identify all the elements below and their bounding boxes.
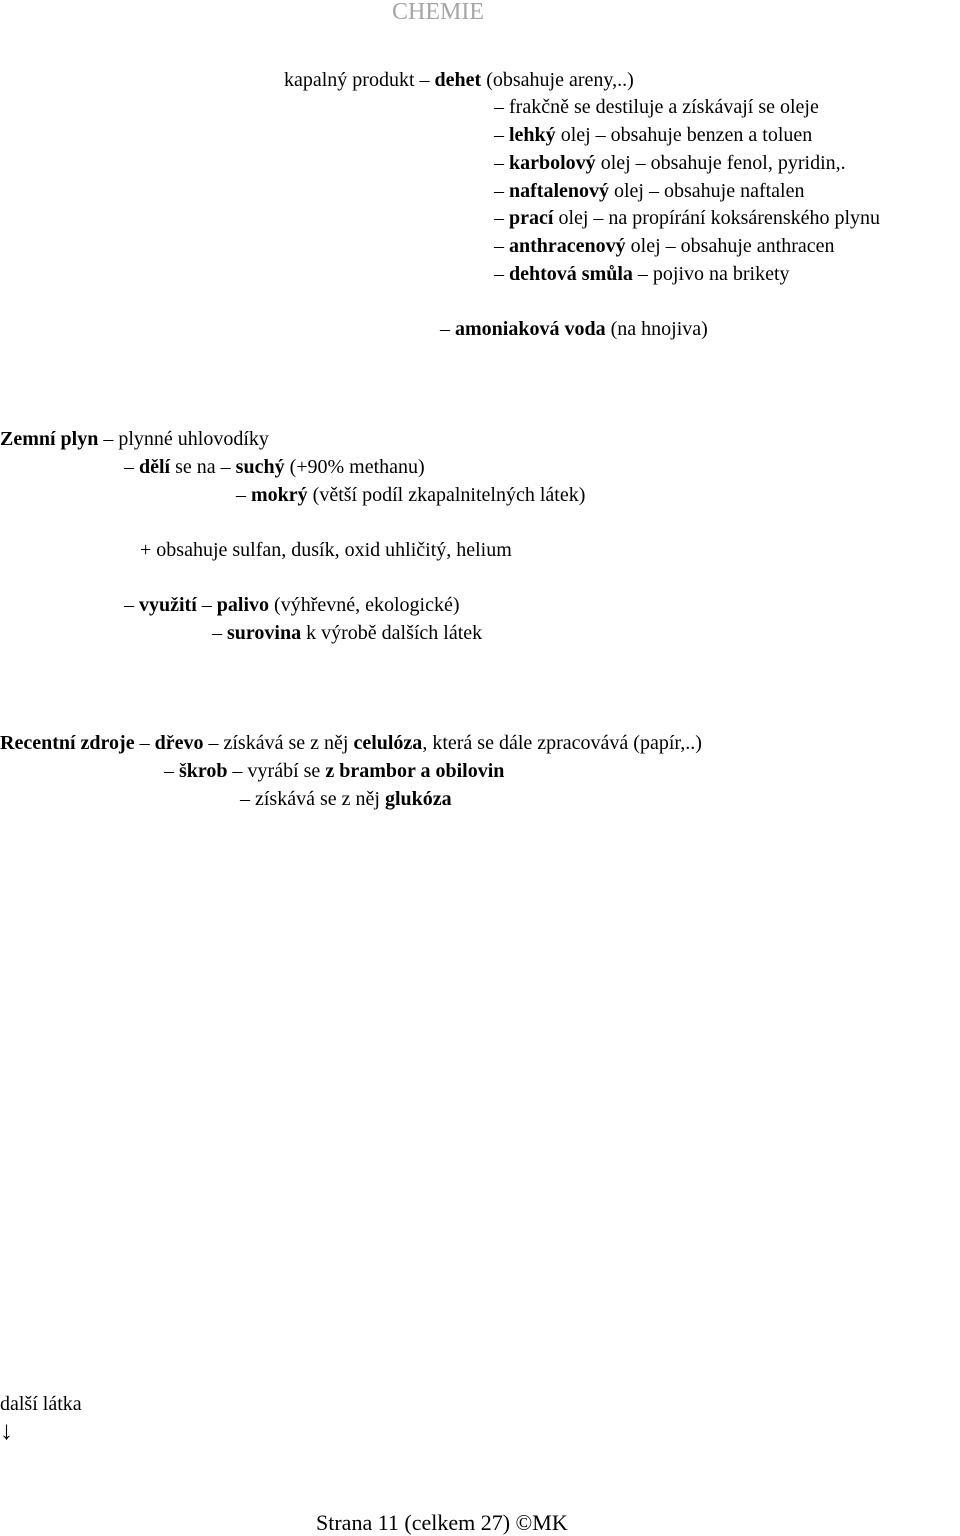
dehet-item-text: olej – obsahuje fenol, pyridin,. bbox=[600, 152, 846, 174]
dash: – bbox=[494, 235, 504, 257]
dehet-item bbox=[494, 125, 812, 145]
plyn-suchy-text: (+90% methanu) bbox=[289, 456, 425, 478]
dash: – bbox=[232, 760, 243, 782]
plyn-title-line bbox=[0, 429, 269, 449]
amoniak-text: (na hnojiva) bbox=[610, 318, 708, 340]
dash: – bbox=[419, 69, 430, 91]
dehet-item bbox=[494, 264, 790, 284]
dehet-item-bold: anthracenový bbox=[509, 235, 626, 257]
dash: – bbox=[208, 732, 219, 754]
recent-skrob-bold: z brambor a obilovin bbox=[325, 760, 505, 782]
plyn-suchy: suchý bbox=[235, 456, 285, 478]
plyn-surovina: surovina bbox=[227, 622, 302, 644]
recent-title-line bbox=[0, 733, 702, 753]
dehet-item bbox=[494, 97, 819, 117]
plyn-palivo: palivo bbox=[216, 594, 270, 616]
page-header: CHEMIE bbox=[392, 0, 484, 25]
dehet-item bbox=[494, 153, 846, 173]
dash: – bbox=[164, 760, 174, 782]
amoniak-bold: amoniaková voda bbox=[455, 318, 606, 340]
dehet-name: dehet bbox=[434, 69, 482, 91]
dehet-item-bold: naftalenový bbox=[509, 180, 609, 202]
dash: – bbox=[124, 456, 134, 478]
dehet-item-text: olej – obsahuje anthracen bbox=[630, 235, 835, 257]
recent-drevo-text: získává se z něj bbox=[223, 732, 349, 754]
plyn-mokry-text: (větší podíl zkapalnitelných látek) bbox=[312, 484, 586, 506]
recent-glukoza: glukóza bbox=[384, 788, 452, 810]
dehet-item-text: olej – obsahuje benzen a toluen bbox=[560, 124, 813, 146]
plyn-surovina-text: k výrobě dalších látek bbox=[306, 622, 483, 644]
plyn-mokry-line bbox=[236, 485, 585, 505]
plyn-deli-text: se na – bbox=[175, 456, 231, 478]
dehet-item-text: – pojivo na brikety bbox=[637, 263, 790, 285]
dash: – bbox=[494, 96, 504, 118]
plyn-mokry: mokrý bbox=[251, 484, 308, 506]
dehet-note: (obsahuje areny,..) bbox=[486, 69, 634, 91]
recent-glukoza-text: získává se z něj bbox=[255, 788, 380, 810]
recent-title: Recentní zdroje bbox=[0, 732, 135, 754]
dash: – bbox=[494, 180, 504, 202]
plyn-use-line bbox=[124, 595, 460, 615]
dehet-item-text: olej – obsahuje naftalen bbox=[614, 180, 805, 202]
dash: – bbox=[124, 594, 134, 616]
dehet-item bbox=[494, 208, 880, 228]
plyn-use: využití bbox=[139, 594, 197, 616]
dehet-item-text: olej – na propírání koksárenského plynu bbox=[558, 207, 881, 229]
plyn-deli-line bbox=[124, 457, 425, 477]
dash: – bbox=[103, 428, 114, 450]
plyn-contains: + obsahuje sulfan, dusík, oxid uhličitý, helium bbox=[140, 539, 512, 561]
amoniak-line bbox=[440, 319, 708, 339]
recent-drevo-text-end: , která se dále zpracovává (papír,..) bbox=[422, 732, 702, 754]
plyn-surovina-line bbox=[212, 623, 482, 643]
dehet-item bbox=[494, 181, 805, 201]
page-footer: Strana 11 (celkem 27) ©MK bbox=[316, 1510, 568, 1535]
recent-drevo: dřevo bbox=[154, 732, 204, 754]
dash: – bbox=[494, 124, 504, 146]
dehet-item-bold: lehký bbox=[509, 124, 556, 146]
dash: – bbox=[440, 318, 450, 340]
dash: – bbox=[236, 484, 246, 506]
dehet-item-bold: dehtová smůla bbox=[509, 263, 633, 285]
dehet-label: kapalný produkt bbox=[284, 69, 415, 91]
dash: – bbox=[212, 622, 222, 644]
recent-skrob: škrob bbox=[179, 760, 228, 782]
plyn-desc: plynné uhlovodíky bbox=[118, 428, 269, 450]
dash: – bbox=[494, 152, 504, 174]
dash: – bbox=[139, 732, 150, 754]
dehet-item-text: frakčně se destiluje a získávají se oleje bbox=[509, 96, 819, 118]
recent-glukoza-line bbox=[240, 789, 452, 809]
dehet-item bbox=[494, 236, 834, 256]
recent-skrob-line bbox=[164, 761, 504, 781]
recent-skrob-text: vyrábí se bbox=[247, 760, 321, 782]
dehet-item-bold: prací bbox=[509, 207, 554, 229]
dash: – bbox=[240, 788, 250, 810]
dehet-item-bold: karbolový bbox=[509, 152, 596, 174]
dash: – bbox=[494, 207, 504, 229]
dash: – bbox=[494, 263, 504, 285]
dehet-line bbox=[284, 70, 634, 90]
recent-celuloza: celulóza bbox=[353, 732, 423, 754]
arrow-down-icon: ↓ bbox=[0, 1416, 13, 1445]
next-label: další látka bbox=[0, 1393, 82, 1415]
plyn-palivo-text: (výhřevné, ekologické) bbox=[274, 594, 460, 616]
plyn-deli: dělí bbox=[139, 456, 171, 478]
plyn-title: Zemní plyn bbox=[0, 428, 99, 450]
dash: – bbox=[201, 594, 212, 616]
